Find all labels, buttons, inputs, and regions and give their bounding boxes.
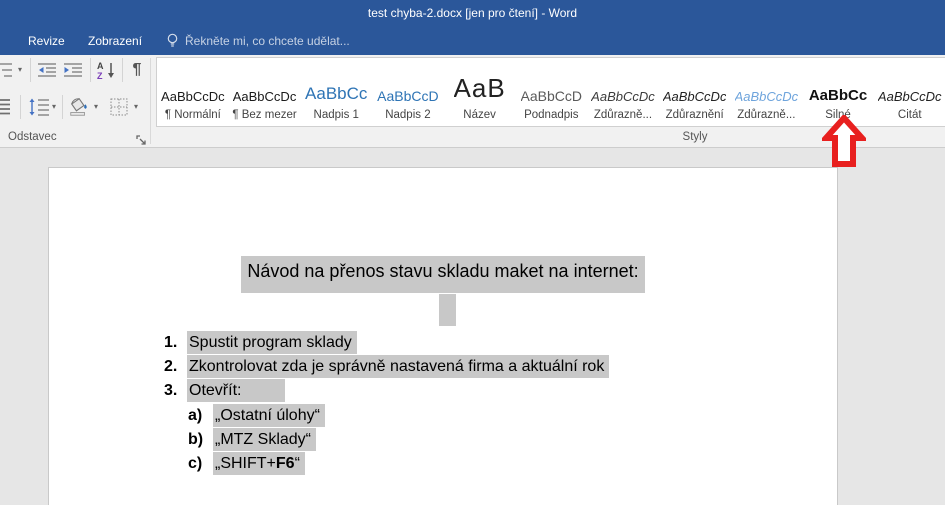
style-citat[interactable] <box>874 58 945 126</box>
style-zdurazneni-jemne[interactable] <box>587 58 659 126</box>
multilevel-list-icon <box>0 61 14 79</box>
style-sample: AaBbCcDc <box>662 89 727 104</box>
style-sample: AaBbCcDc <box>232 89 297 104</box>
decrease-indent-icon <box>37 60 57 80</box>
decrease-indent-button[interactable] <box>36 58 58 82</box>
ribbon <box>0 55 945 148</box>
style-normalni[interactable] <box>157 58 229 126</box>
shading-bucket-icon <box>68 96 90 118</box>
style-sample: AaBbCc <box>305 84 368 103</box>
sublist-text-suffix: “ <box>294 455 300 472</box>
borders-caret[interactable]: ▾ <box>134 102 139 111</box>
sublist-text-bold: F6 <box>275 455 295 472</box>
style-sample: AaBbCcDc <box>161 89 225 104</box>
styles-group-label: Styly <box>682 131 708 143</box>
sort-button[interactable] <box>96 58 118 82</box>
style-nadpis-2[interactable] <box>372 58 444 126</box>
list-text[interactable]: Spustit program sklady <box>187 331 357 354</box>
borders-button[interactable] <box>108 95 130 119</box>
lightbulb-icon <box>166 33 179 48</box>
style-podnadpis[interactable] <box>515 58 587 126</box>
list-marker: 1. <box>164 334 178 351</box>
line-spacing-caret[interactable]: ▾ <box>52 102 57 111</box>
sort-icon <box>96 60 118 80</box>
style-sample: AaBbCc <box>808 87 868 104</box>
style-name: ¶ Bez mezer <box>232 109 297 121</box>
style-name: Silné <box>825 109 851 121</box>
separator <box>122 58 123 82</box>
style-sample: AaBbCcD <box>377 88 439 104</box>
sublist-text[interactable] <box>213 452 305 475</box>
dialog-launcher-icon <box>136 135 147 146</box>
window-title: test chyba-2.docx [jen pro čtení] - Word <box>367 6 578 20</box>
style-sample: AaB <box>453 73 506 103</box>
list-marker: 2. <box>164 358 178 375</box>
style-zdurazneni[interactable] <box>659 58 731 126</box>
style-sample: AaBbCcDc <box>734 89 799 104</box>
sublist-marker: a) <box>188 407 203 424</box>
paragraph-group-label: Odstavec <box>8 131 57 143</box>
tab-zobrazeni[interactable]: Zobrazení <box>88 34 143 48</box>
sublist-marker: c) <box>188 455 203 472</box>
style-name: Zdůrazně... <box>737 109 796 121</box>
line-spacing-button[interactable] <box>28 95 50 119</box>
style-name: Zdůraznění <box>665 109 724 121</box>
separator <box>20 95 21 119</box>
multilevel-list-button[interactable] <box>0 58 14 82</box>
list-text[interactable]: Zkontrolovat zda je správně nastavená firma a aktuální rok <box>187 355 609 378</box>
title-bar[interactable] <box>0 0 945 27</box>
style-name: Nadpis 2 <box>385 109 431 121</box>
separator <box>90 58 91 82</box>
sublist-text[interactable]: „Ostatní úlohy“ <box>213 404 325 427</box>
style-name: Název <box>463 109 496 121</box>
style-name: ¶ Normální <box>164 109 221 121</box>
style-name: Zdůrazně... <box>593 109 653 121</box>
style-nadpis-1[interactable] <box>300 58 372 126</box>
document-page[interactable] <box>48 167 838 505</box>
style-zdurazneni-intenzivni[interactable] <box>731 58 803 126</box>
document-heading[interactable]: Návod na přenos stavu skladu maket na internet: <box>241 256 644 293</box>
svg-text:A: A <box>97 61 104 71</box>
justify-button[interactable] <box>0 95 12 119</box>
separator <box>30 58 31 82</box>
style-name: Citát <box>897 109 922 121</box>
increase-indent-icon <box>63 60 83 80</box>
show-paragraph-marks-button[interactable] <box>126 58 148 82</box>
pilcrow-icon: ¶ <box>132 61 142 78</box>
line-spacing-icon <box>28 97 50 117</box>
ribbon-tab-row <box>0 27 945 55</box>
style-name: Nadpis 1 <box>313 109 359 121</box>
document-heading-line <box>49 256 837 293</box>
list-text[interactable]: Otevřít: <box>187 379 285 402</box>
red-up-arrow-annotation <box>822 115 866 167</box>
selected-paragraph-mark <box>439 294 456 326</box>
increase-indent-button[interactable] <box>62 58 84 82</box>
document-area <box>0 148 945 505</box>
justify-icon <box>0 98 11 116</box>
tell-me-box[interactable] <box>166 27 350 55</box>
sublist-text[interactable]: „MTZ Sklady“ <box>213 428 316 451</box>
style-sample: AaBbCcD <box>520 88 583 104</box>
style-nazev[interactable] <box>444 58 516 126</box>
tell-me-placeholder: Řekněte mi, co chcete udělat... <box>185 34 350 48</box>
borders-icon <box>109 97 129 117</box>
group-separator <box>150 58 151 144</box>
svg-text:Z: Z <box>97 71 103 80</box>
multilevel-list-caret[interactable]: ▾ <box>18 65 23 74</box>
style-name: Podnadpis <box>524 109 579 121</box>
style-sample: AaBbCcDc <box>877 89 942 104</box>
style-bez-mezer[interactable] <box>229 58 301 126</box>
tab-revize[interactable]: Revize <box>28 34 65 48</box>
shading-caret[interactable]: ▾ <box>94 102 99 111</box>
shading-button[interactable] <box>68 95 90 119</box>
style-sample: AaBbCcDc <box>591 89 655 104</box>
separator <box>62 95 63 119</box>
sublist-marker: b) <box>188 431 204 448</box>
sublist-text-prefix: „SHIFT+ <box>215 455 276 472</box>
list-marker: 3. <box>164 382 178 399</box>
